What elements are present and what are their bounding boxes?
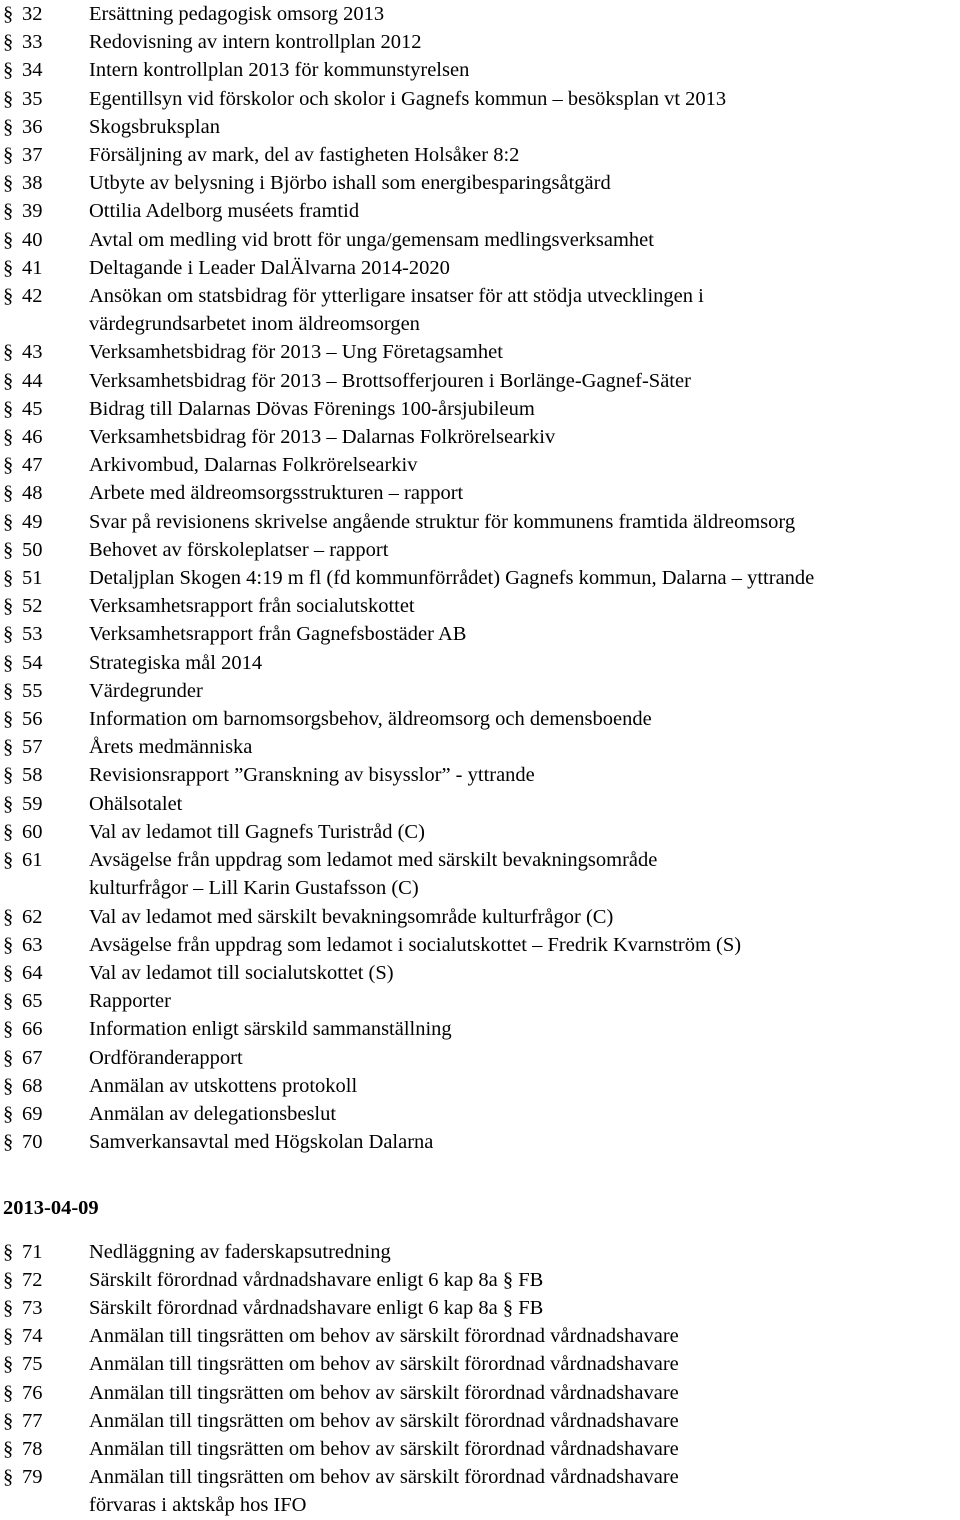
section-symbol: § — [3, 115, 14, 138]
section-symbol: § — [3, 595, 14, 618]
section-symbol: § — [3, 708, 14, 731]
agenda-item — [0, 1407, 960, 1435]
agenda-item — [0, 733, 960, 761]
item-number: 58 — [22, 764, 43, 787]
item-number: 49 — [22, 510, 43, 533]
item-title-line: Verksamhetsrapport från Gagnefsbostäder AB — [89, 623, 467, 646]
item-number: 62 — [22, 905, 43, 928]
item-number: 53 — [22, 623, 43, 646]
agenda-item — [0, 536, 960, 564]
item-title-line: Anmälan av utskottens protokoll — [89, 1074, 358, 1097]
item-number: 78 — [22, 1437, 43, 1460]
section-symbol: § — [3, 369, 14, 392]
item-title-line: Anmälan till tingsrätten om behov av särskilt förordnad vårdnadshavare — [89, 1466, 679, 1489]
item-title-line: Verksamhetsbidrag för 2013 – Ung Företagsamhet — [89, 341, 503, 364]
item-number: 32 — [22, 3, 43, 25]
agenda-item — [0, 508, 960, 536]
section-symbol: § — [3, 228, 14, 251]
item-title-line: Bidrag till Dalarnas Dövas Förenings 100-årsjubileum — [89, 397, 535, 420]
section-symbol: § — [3, 1437, 14, 1460]
item-title — [89, 56, 960, 84]
section-symbol: § — [3, 736, 14, 759]
item-number: 63 — [22, 933, 43, 956]
item-title-line: Val av ledamot till socialutskottet (S) — [89, 961, 394, 984]
agenda-item — [0, 1463, 960, 1519]
section-symbol: § — [3, 1353, 14, 1376]
agenda-item — [0, 85, 960, 113]
agenda-item — [0, 1322, 960, 1350]
item-number: 64 — [22, 961, 43, 984]
item-title — [89, 903, 960, 931]
item-number: 43 — [22, 341, 43, 364]
section-symbol: § — [3, 961, 14, 984]
item-title-line: Avtal om medling vid brott för unga/gemensam medlingsverksamhet — [89, 228, 654, 251]
section-symbol: § — [3, 172, 14, 195]
item-title-line: Värdegrunder — [89, 679, 203, 702]
agenda-item — [0, 790, 960, 818]
item-title — [89, 338, 960, 366]
item-title — [89, 761, 960, 789]
item-number: 48 — [22, 482, 43, 505]
item-title — [89, 1350, 960, 1378]
item-title-line: kulturfrågor – Lill Karin Gustafsson (C) — [89, 877, 419, 900]
item-number: 60 — [22, 820, 43, 843]
section-symbol: § — [3, 849, 14, 872]
section-symbol: § — [3, 567, 14, 590]
item-title — [89, 113, 960, 141]
item-title — [89, 592, 960, 620]
agenda-item — [0, 1015, 960, 1043]
section-symbol: § — [3, 1325, 14, 1348]
item-title — [89, 1100, 960, 1128]
item-title — [89, 1435, 960, 1463]
item-number: 52 — [22, 595, 43, 618]
section-symbol: § — [3, 1466, 14, 1489]
item-title-line: Arbete med äldreomsorgsstrukturen – rapport — [89, 482, 464, 505]
item-number: 46 — [22, 426, 43, 449]
item-title — [89, 451, 960, 479]
section-symbol: § — [3, 820, 14, 843]
section-symbol: § — [3, 144, 14, 167]
item-number: 50 — [22, 538, 43, 561]
section-symbol: § — [3, 256, 14, 279]
item-title — [89, 705, 960, 733]
item-title-line: Intern kontrollplan 2013 för kommunstyrelsen — [89, 59, 470, 82]
item-number: 35 — [22, 87, 43, 110]
section-symbol: § — [3, 1046, 14, 1069]
item-title — [89, 1015, 960, 1043]
agenda-item — [0, 451, 960, 479]
item-title-line: Samverkansavtal med Högskolan Dalarna — [89, 1131, 434, 1154]
item-number: 33 — [22, 31, 43, 54]
item-title — [89, 226, 960, 254]
agenda-item — [0, 677, 960, 705]
section-symbol: § — [3, 87, 14, 110]
item-title — [89, 197, 960, 225]
section-symbol: § — [3, 397, 14, 420]
item-title-line: Ersättning pedagogisk omsorg 2013 — [89, 3, 385, 25]
agenda-item — [0, 395, 960, 423]
agenda-item — [0, 1350, 960, 1378]
item-title-line: Ansökan om statsbidrag för ytterligare insatser för att stödja utvecklingen i — [89, 285, 704, 308]
agenda-item — [0, 1294, 960, 1322]
section-symbol: § — [3, 764, 14, 787]
agenda-item — [0, 169, 960, 197]
item-title-line: Verksamhetsbidrag för 2013 – Brottsofferjouren i Borlänge-Gagnef-Säter — [89, 369, 691, 392]
item-title-line: Anmälan till tingsrätten om behov av särskilt förordnad vårdnadshavare — [89, 1437, 679, 1460]
section-symbol: § — [3, 1240, 14, 1263]
agenda-item — [0, 1044, 960, 1072]
agenda-item — [0, 28, 960, 56]
item-number: 70 — [22, 1131, 43, 1154]
item-title — [89, 818, 960, 846]
item-title — [89, 1407, 960, 1435]
agenda-item — [0, 1128, 960, 1156]
item-number: 47 — [22, 454, 43, 477]
item-title-line: Särskilt förordnad vårdnadshavare enligt 6 kap 8a § FB — [89, 1268, 544, 1291]
item-number: 67 — [22, 1046, 43, 1069]
item-title-line: Rapporter — [89, 990, 171, 1013]
agenda-item — [0, 620, 960, 648]
item-title — [89, 846, 960, 902]
agenda-item — [0, 1100, 960, 1128]
agenda-item — [0, 649, 960, 677]
item-title-line: Svar på revisionens skrivelse angående struktur för kommunens framtida äldreomsorg — [89, 510, 796, 533]
agenda-item — [0, 423, 960, 451]
section-symbol: § — [3, 623, 14, 646]
item-title-line: Arkivombud, Dalarnas Folkrörelsearkiv — [89, 454, 418, 477]
item-title — [89, 1128, 960, 1156]
item-title-line: Redovisning av intern kontrollplan 2012 — [89, 31, 422, 54]
section-symbol: § — [3, 1409, 14, 1432]
section-symbol: § — [3, 1131, 14, 1154]
item-number: 68 — [22, 1074, 43, 1097]
item-title-line: Information enligt särskild sammanställning — [89, 1018, 452, 1041]
agenda-item — [0, 1238, 960, 1266]
section-symbol: § — [3, 1268, 14, 1291]
item-title-line: Anmälan av delegationsbeslut — [89, 1102, 337, 1125]
agenda-item — [0, 705, 960, 733]
section-symbol: § — [3, 1018, 14, 1041]
item-title — [89, 282, 960, 338]
item-number: 54 — [22, 651, 43, 674]
item-title — [89, 0, 960, 28]
item-title-line: Behovet av förskoleplatser – rapport — [89, 538, 389, 561]
section-symbol: § — [3, 482, 14, 505]
item-title-line: Avsägelse från uppdrag som ledamot i socialutskottet – Fredrik Kvarnström (S) — [89, 933, 742, 956]
section-symbol: § — [3, 1296, 14, 1319]
item-title — [89, 28, 960, 56]
item-title-line: Anmälan till tingsrätten om behov av särskilt förordnad vårdnadshavare — [89, 1353, 679, 1376]
section-symbol: § — [3, 905, 14, 928]
item-title — [89, 1044, 960, 1072]
item-number: 59 — [22, 792, 43, 815]
item-title-line: Nedläggning av faderskapsutredning — [89, 1240, 391, 1263]
item-title — [89, 564, 960, 592]
item-title-line: Särskilt förordnad vårdnadshavare enligt 6 kap 8a § FB — [89, 1296, 544, 1319]
item-number: 77 — [22, 1409, 43, 1432]
agenda-item — [0, 931, 960, 959]
item-title — [89, 1294, 960, 1322]
item-title — [89, 733, 960, 761]
agenda-item — [0, 367, 960, 395]
item-title-line: Ottilia Adelborg muséets framtid — [89, 200, 360, 223]
agenda-item — [0, 592, 960, 620]
section-symbol: § — [3, 1074, 14, 1097]
item-title-line: Ordföranderapport — [89, 1046, 243, 1069]
section-symbol: § — [3, 651, 14, 674]
section-symbol: § — [3, 426, 14, 449]
item-number: 65 — [22, 990, 43, 1013]
item-title — [89, 1379, 960, 1407]
agenda-item — [0, 113, 960, 141]
agenda-item — [0, 479, 960, 507]
agenda-item — [0, 1435, 960, 1463]
agenda-list-group-2 — [0, 1238, 960, 1520]
item-number: 74 — [22, 1325, 43, 1348]
item-title-line: Deltagande i Leader DalÄlvarna 2014-2020 — [89, 256, 450, 279]
item-number: 61 — [22, 849, 43, 872]
agenda-item — [0, 282, 960, 338]
section-symbol: § — [3, 990, 14, 1013]
item-number: 40 — [22, 228, 43, 251]
section-symbol: § — [3, 792, 14, 815]
item-number: 71 — [22, 1240, 43, 1263]
item-number: 56 — [22, 708, 43, 731]
item-title — [89, 367, 960, 395]
item-title — [89, 254, 960, 282]
item-number: 36 — [22, 115, 43, 138]
item-title-line: Val av ledamot till Gagnefs Turistråd (C) — [89, 820, 425, 843]
item-title-line: Avsägelse från uppdrag som ledamot med särskilt bevakningsområde — [89, 849, 658, 872]
item-title — [89, 479, 960, 507]
section-symbol: § — [3, 285, 14, 308]
item-title — [89, 508, 960, 536]
agenda-item — [0, 226, 960, 254]
agenda-item — [0, 761, 960, 789]
item-number: 72 — [22, 1268, 43, 1291]
item-number: 41 — [22, 256, 43, 279]
agenda-item — [0, 959, 960, 987]
item-title-line: Skogsbruksplan — [89, 115, 220, 138]
item-title — [89, 649, 960, 677]
item-number: 34 — [22, 59, 43, 82]
item-title — [89, 536, 960, 564]
item-title — [89, 790, 960, 818]
item-title — [89, 169, 960, 197]
item-title — [89, 1322, 960, 1350]
agenda-item — [0, 846, 960, 902]
item-title — [89, 620, 960, 648]
agenda-item — [0, 564, 960, 592]
item-title — [89, 1072, 960, 1100]
section-symbol: § — [3, 1381, 14, 1404]
section-symbol: § — [3, 341, 14, 364]
item-title — [89, 959, 960, 987]
item-title — [89, 931, 960, 959]
item-title-line: Utbyte av belysning i Björbo ishall som energibesparingsåtgärd — [89, 172, 611, 195]
item-title — [89, 1266, 960, 1294]
item-title-line: Detaljplan Skogen 4:19 m fl (fd kommunförrådet) Gagnefs kommun, Dalarna – yttrande — [89, 567, 815, 590]
item-number: 38 — [22, 172, 43, 195]
item-number: 39 — [22, 200, 43, 223]
agenda-item — [0, 987, 960, 1015]
section-symbol: § — [3, 31, 14, 54]
item-number: 51 — [22, 567, 43, 590]
agenda-item — [0, 56, 960, 84]
section-symbol: § — [3, 538, 14, 561]
item-number: 42 — [22, 285, 43, 308]
item-title — [89, 1238, 960, 1266]
section-symbol: § — [3, 1102, 14, 1125]
item-title-line: Anmälan till tingsrätten om behov av särskilt förordnad vårdnadshavare — [89, 1409, 679, 1432]
item-title-line: Ohälsotalet — [89, 792, 183, 815]
item-title-line: Val av ledamot med särskilt bevakningsområde kulturfrågor (C) — [89, 905, 614, 928]
item-number: 55 — [22, 679, 43, 702]
agenda-item — [0, 1072, 960, 1100]
section-symbol: § — [3, 3, 14, 25]
item-number: 79 — [22, 1466, 43, 1489]
item-number: 73 — [22, 1296, 43, 1319]
section-symbol: § — [3, 200, 14, 223]
item-number: 66 — [22, 1018, 43, 1041]
item-title — [89, 987, 960, 1015]
item-title-line: Årets medmänniska — [89, 736, 253, 759]
section-symbol: § — [3, 679, 14, 702]
date-heading: 2013-04-09 — [3, 1197, 99, 1220]
item-title-line: Verksamhetsrapport från socialutskottet — [89, 595, 415, 618]
item-number: 37 — [22, 144, 43, 167]
item-title — [89, 423, 960, 451]
item-title-line: Revisionsrapport ”Granskning av bisysslor” - yttrande — [89, 764, 535, 787]
agenda-item — [0, 1379, 960, 1407]
item-title-line: Egentillsyn vid förskolor och skolor i Gagnefs kommun – besöksplan vt 2013 — [89, 87, 727, 110]
item-title — [89, 85, 960, 113]
agenda-item — [0, 338, 960, 366]
item-number: 44 — [22, 369, 43, 392]
agenda-item — [0, 0, 960, 28]
item-title — [89, 141, 960, 169]
item-title-line: Försäljning av mark, del av fastigheten Holsåker 8:2 — [89, 144, 520, 167]
item-number: 76 — [22, 1381, 43, 1404]
section-symbol: § — [3, 933, 14, 956]
item-number: 69 — [22, 1102, 43, 1125]
item-title-line: förvaras i aktskåp hos IFO — [89, 1494, 307, 1517]
item-number: 45 — [22, 397, 43, 420]
agenda-item — [0, 903, 960, 931]
agenda-item — [0, 1266, 960, 1294]
item-title — [89, 395, 960, 423]
item-number: 75 — [22, 1353, 43, 1376]
item-number: 57 — [22, 736, 43, 759]
item-title-line: värdegrundsarbetet inom äldreomsorgen — [89, 313, 420, 336]
item-title-line: Information om barnomsorgsbehov, äldreomsorg och demensboende — [89, 708, 652, 731]
section-symbol: § — [3, 454, 14, 477]
section-symbol: § — [3, 59, 14, 82]
agenda-item — [0, 197, 960, 225]
agenda-item — [0, 818, 960, 846]
item-title-line: Strategiska mål 2014 — [89, 651, 263, 674]
section-symbol: § — [3, 510, 14, 533]
agenda-item — [0, 254, 960, 282]
item-title — [89, 677, 960, 705]
item-title-line: Anmälan till tingsrätten om behov av särskilt förordnad vårdnadshavare — [89, 1381, 679, 1404]
item-title-line: Anmälan till tingsrätten om behov av särskilt förordnad vårdnadshavare — [89, 1325, 679, 1348]
item-title-line: Verksamhetsbidrag för 2013 – Dalarnas Folkrörelsearkiv — [89, 426, 556, 449]
agenda-item — [0, 141, 960, 169]
item-title — [89, 1463, 960, 1519]
